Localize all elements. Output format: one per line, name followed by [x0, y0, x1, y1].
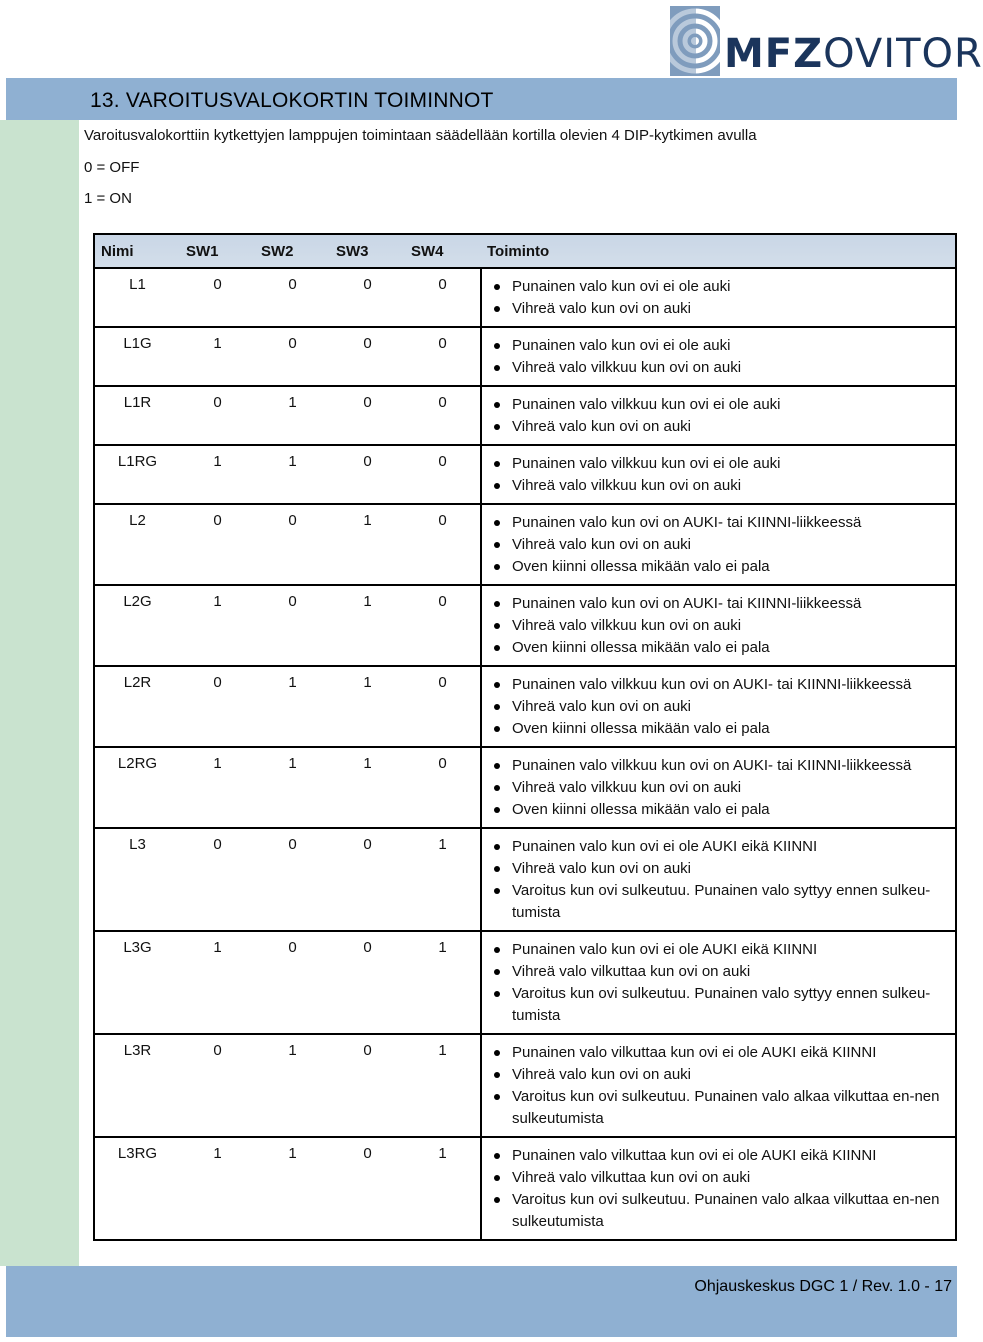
row-sw3-cell: 1: [330, 504, 405, 585]
row-function-cell: [481, 585, 956, 666]
function-item: Punainen valo kun ovi on AUKI- tai KIINNI-liikkeessä: [488, 512, 955, 534]
row-sw3-cell: 0: [330, 931, 405, 1034]
function-item: Punainen valo kun ovi ei ole AUKI eikä KIINNI: [488, 939, 955, 961]
row-name-cell: L2: [94, 504, 180, 585]
function-item: Varoitus kun ovi sulkeutuu. Punainen valo syttyy ennen sulkeu-tumista: [488, 983, 955, 1027]
function-item: Vihreä valo vilkkuu kun ovi on auki: [488, 475, 955, 497]
function-item: Vihreä valo vilkkuu kun ovi on auki: [488, 777, 955, 799]
row-name-cell: L3: [94, 828, 180, 931]
row-sw1-cell: 0: [180, 666, 255, 747]
row-function-cell: [481, 1137, 956, 1240]
row-sw4-cell: 1: [405, 1137, 481, 1240]
row-function-cell: [481, 931, 956, 1034]
section-title: 13. VAROITUSVALOKORTIN TOIMINNOT: [90, 89, 494, 112]
row-sw1-cell: 1: [180, 931, 255, 1034]
on-legend: 1 = ON: [84, 190, 132, 207]
row-sw3-cell: 0: [330, 445, 405, 504]
row-sw2-cell: 1: [255, 445, 330, 504]
function-item: Vihreä valo kun ovi on auki: [488, 534, 955, 556]
function-list: [488, 593, 955, 659]
row-sw2-cell: 1: [255, 1034, 330, 1137]
function-item: Vihreä valo kun ovi on auki: [488, 416, 955, 438]
header-name: Nimi: [94, 234, 180, 268]
function-item: Vihreä valo kun ovi on auki: [488, 858, 955, 880]
footer-page-info: Ohjauskeskus DGC 1 / Rev. 1.0 - 17: [694, 1278, 952, 1295]
row-sw1-cell: 0: [180, 828, 255, 931]
row-function-cell: [481, 666, 956, 747]
function-item: Oven kiinni ollessa mikään valo ei pala: [488, 799, 955, 821]
row-sw3-cell: 0: [330, 327, 405, 386]
function-list: [488, 394, 955, 438]
row-sw2-cell: 0: [255, 931, 330, 1034]
row-sw4-cell: 1: [405, 828, 481, 931]
function-item: Vihreä valo vilkkuu kun ovi on auki: [488, 357, 955, 379]
function-item: Punainen valo vilkkuu kun ovi ei ole auki: [488, 453, 955, 475]
table-row: [94, 1034, 956, 1137]
row-sw3-cell: 1: [330, 585, 405, 666]
function-item: Oven kiinni ollessa mikään valo ei pala: [488, 637, 955, 659]
function-list: [488, 674, 955, 740]
row-sw2-cell: 1: [255, 1137, 330, 1240]
row-name-cell: L1G: [94, 327, 180, 386]
function-item: Varoitus kun ovi sulkeutuu. Punainen valo syttyy ennen sulkeu-tumista: [488, 880, 955, 924]
function-item: Punainen valo vilkkuu kun ovi ei ole auki: [488, 394, 955, 416]
row-name-cell: L3G: [94, 931, 180, 1034]
row-sw4-cell: 0: [405, 585, 481, 666]
function-item: Varoitus kun ovi sulkeutuu. Punainen valo alkaa vilkuttaa en-nen sulkeutumista: [488, 1086, 955, 1130]
function-item: Punainen valo kun ovi ei ole AUKI eikä KIINNI: [488, 836, 955, 858]
function-item: Punainen valo vilkkuu kun ovi on AUKI- tai KIINNI-liikkeessä: [488, 674, 955, 696]
row-sw4-cell: 0: [405, 666, 481, 747]
table-header-row: [94, 234, 956, 268]
row-sw4-cell: 0: [405, 747, 481, 828]
dip-switch-table: [93, 233, 957, 1241]
function-item: Punainen valo kun ovi on AUKI- tai KIINNI-liikkeessä: [488, 593, 955, 615]
row-name-cell: L1RG: [94, 445, 180, 504]
function-item: Varoitus kun ovi sulkeutuu. Punainen valo alkaa vilkuttaa en-nen sulkeutumista: [488, 1189, 955, 1233]
row-function-cell: [481, 386, 956, 445]
row-sw3-cell: 0: [330, 268, 405, 327]
function-item: Vihreä valo kun ovi on auki: [488, 1064, 955, 1086]
table-row: [94, 268, 956, 327]
row-sw2-cell: 1: [255, 386, 330, 445]
function-item: Punainen valo vilkuttaa kun ovi ei ole AUKI eikä KIINNI: [488, 1042, 955, 1064]
row-sw1-cell: 1: [180, 585, 255, 666]
header-sw2: SW2: [255, 234, 330, 268]
table-row: [94, 386, 956, 445]
table-row: [94, 666, 956, 747]
row-sw4-cell: 0: [405, 504, 481, 585]
row-function-cell: [481, 828, 956, 931]
function-list: [488, 836, 955, 924]
row-sw3-cell: 0: [330, 386, 405, 445]
row-sw3-cell: 1: [330, 747, 405, 828]
function-item: Punainen valo kun ovi ei ole auki: [488, 276, 955, 298]
header-function: Toiminto: [481, 234, 956, 268]
function-list: [488, 755, 955, 821]
row-sw2-cell: 1: [255, 666, 330, 747]
table-row: [94, 445, 956, 504]
function-item: Oven kiinni ollessa mikään valo ei pala: [488, 556, 955, 578]
row-sw4-cell: 0: [405, 386, 481, 445]
row-name-cell: L3R: [94, 1034, 180, 1137]
row-name-cell: L2G: [94, 585, 180, 666]
row-sw3-cell: 1: [330, 666, 405, 747]
function-item: Punainen valo vilkuttaa kun ovi ei ole AUKI eikä KIINNI: [488, 1145, 955, 1167]
row-function-cell: [481, 747, 956, 828]
row-sw2-cell: 0: [255, 327, 330, 386]
row-sw3-cell: 0: [330, 1137, 405, 1240]
row-sw4-cell: 1: [405, 1034, 481, 1137]
row-sw2-cell: 0: [255, 585, 330, 666]
function-item: Vihreä valo kun ovi on auki: [488, 298, 955, 320]
function-item: Vihreä valo vilkkuu kun ovi on auki: [488, 615, 955, 637]
row-sw4-cell: 1: [405, 931, 481, 1034]
row-function-cell: [481, 268, 956, 327]
row-name-cell: L1: [94, 268, 180, 327]
row-sw1-cell: 1: [180, 1137, 255, 1240]
function-item: Vihreä valo kun ovi on auki: [488, 696, 955, 718]
left-margin-strip: [0, 120, 79, 1266]
logo-sound-wave-icon: [665, 6, 725, 76]
row-sw2-cell: 0: [255, 504, 330, 585]
table-row: [94, 504, 956, 585]
function-item: Vihreä valo vilkuttaa kun ovi on auki: [488, 961, 955, 983]
row-function-cell: [481, 445, 956, 504]
row-function-cell: [481, 1034, 956, 1137]
function-list: [488, 1145, 955, 1233]
footer-bar: [6, 1266, 957, 1337]
table-row: [94, 1137, 956, 1240]
row-name-cell: L2R: [94, 666, 180, 747]
header-sw3: SW3: [330, 234, 405, 268]
row-sw4-cell: 0: [405, 268, 481, 327]
intro-description: Varoitusvalokorttiin kytkettyjen lamppujen toimintaan säädellään kortilla olevien 4 DIP-kytkimen avulla: [84, 127, 757, 144]
table-row: [94, 828, 956, 931]
function-item: Oven kiinni ollessa mikään valo ei pala: [488, 718, 955, 740]
row-sw3-cell: 0: [330, 828, 405, 931]
function-list: [488, 1042, 955, 1130]
logo-wordmark: MFZOVITOR: [724, 31, 983, 77]
row-sw1-cell: 0: [180, 504, 255, 585]
row-sw1-cell: 1: [180, 747, 255, 828]
row-sw1-cell: 0: [180, 268, 255, 327]
row-sw1-cell: 1: [180, 445, 255, 504]
function-list: [488, 939, 955, 1027]
table-row: [94, 585, 956, 666]
row-sw1-cell: 0: [180, 1034, 255, 1137]
table-row: [94, 747, 956, 828]
row-name-cell: L3RG: [94, 1137, 180, 1240]
function-list: [488, 453, 955, 497]
row-sw4-cell: 0: [405, 445, 481, 504]
header-sw4: SW4: [405, 234, 481, 268]
function-list: [488, 512, 955, 578]
off-legend: 0 = OFF: [84, 159, 140, 176]
row-sw1-cell: 1: [180, 327, 255, 386]
row-sw4-cell: 0: [405, 327, 481, 386]
function-item: Vihreä valo vilkuttaa kun ovi on auki: [488, 1167, 955, 1189]
table-row: [94, 931, 956, 1034]
row-sw1-cell: 0: [180, 386, 255, 445]
table-row: [94, 327, 956, 386]
function-item: Punainen valo kun ovi ei ole auki: [488, 335, 955, 357]
row-sw3-cell: 0: [330, 1034, 405, 1137]
function-item: Punainen valo vilkkuu kun ovi on AUKI- tai KIINNI-liikkeessä: [488, 755, 955, 777]
function-list: [488, 276, 955, 320]
row-sw2-cell: 1: [255, 747, 330, 828]
row-name-cell: L1R: [94, 386, 180, 445]
function-list: [488, 335, 955, 379]
row-sw2-cell: 0: [255, 828, 330, 931]
row-function-cell: [481, 504, 956, 585]
row-sw2-cell: 0: [255, 268, 330, 327]
row-name-cell: L2RG: [94, 747, 180, 828]
header-sw1: SW1: [180, 234, 255, 268]
row-function-cell: [481, 327, 956, 386]
